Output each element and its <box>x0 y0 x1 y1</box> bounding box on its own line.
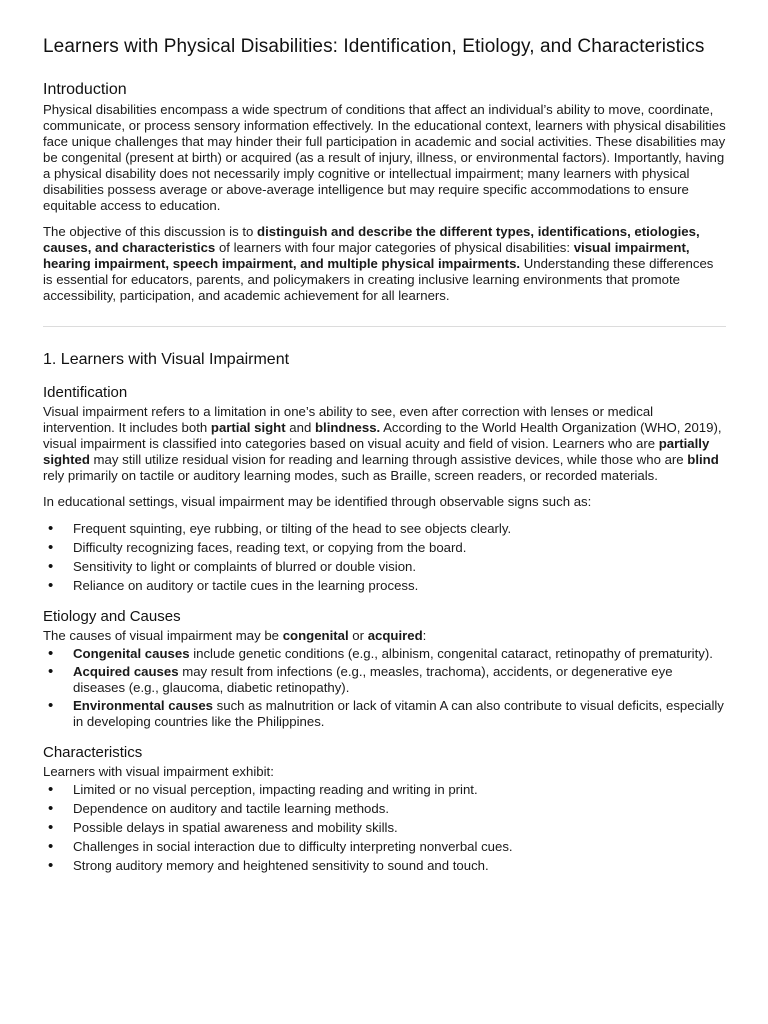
list-item: • Possible delays in spatial awareness and mobility skills. <box>43 820 726 836</box>
list-item: • Sensitivity to light or complaints of blurred or double vision. <box>43 559 726 575</box>
characteristics-heading: Characteristics <box>43 744 143 761</box>
section-1-heading: 1. Learners with Visual Impairment <box>43 351 290 368</box>
introduction-heading: Introduction <box>43 81 127 98</box>
list-item: • Acquired causes may result from infections (e.g., measles, trachoma), accidents, or degenerative eye diseases (e.g., glaucoma, diabetic retinopathy). <box>43 664 726 696</box>
list-item: • Environmental causes such as malnutrition or lack of vitamin A can also contribute to visual deficits, especially in developing countries like the Philippines. <box>43 698 726 730</box>
identification-heading: Identification <box>43 384 128 401</box>
list-item: • Strong auditory memory and heightened sensitivity to sound and touch. <box>43 858 726 874</box>
section-divider <box>43 326 726 327</box>
signs-list <box>43 521 726 594</box>
identification-paragraph-2: In educational settings, visual impairment may be identified through observable signs such as: <box>43 494 592 509</box>
list-item: • Congenital causes include genetic conditions (e.g., albinism, congenital cataract, retinopathy of prematurity). <box>43 646 726 662</box>
list-item: • Dependence on auditory and tactile learning methods. <box>43 801 726 817</box>
list-item: • Frequent squinting, eye rubbing, or tilting of the head to see objects clearly. <box>43 521 726 537</box>
list-item: • Difficulty recognizing faces, reading text, or copying from the board. <box>43 540 726 556</box>
etiology-intro: The causes of visual impairment may be congenital or acquired: <box>43 628 427 643</box>
identification-paragraph-1: Visual impairment refers to a limitation in one’s ability to see, even after correction with lenses or medical intervention. It includes both partial sight and blindness. According to the World Health Organization (WHO, 2019), visual impairment is classified into categories based on visual acuity and field of vision. Learners who are partially sighted may still utilize residual vision for reading and learning through assistive devices, while those who are blind rely primarily on tactile or auditory learning modes, such as Braille, screen readers, or recorded materials. <box>43 404 722 483</box>
etiology-heading: Etiology and Causes <box>43 608 181 625</box>
introduction-paragraph-2: The objective of this discussion is to distinguish and describe the different types, identifications, etiologies, causes, and characteristics of learners with four major categories of physical disabilities: visual impairment, hearing impairment, speech impairment, and multiple physical impairments. Understanding these differences is essential for educators, parents, and policymakers in creating inclusive learning environments that promote accessibility, participation, and academic achievement for all learners. <box>43 224 714 303</box>
characteristics-intro: Learners with visual impairment exhibit: <box>43 764 274 779</box>
etiology-list <box>43 646 726 730</box>
characteristics-list <box>43 782 726 874</box>
introduction-paragraph-1: Physical disabilities encompass a wide spectrum of conditions that affect an individual’s ability to move, coordinate, communicate, or process sensory information effectively. In the educational context, learners with physical disabilities face unique challenges that may hinder their full participation in academic and social activities. These disabilities may be congenital (present at birth) or acquired (as a result of injury, illness, or environmental factors). Importantly, having a physical disability does not necessarily imply cognitive or intellectual impairment; many learners with physical disabilities possess average or above-average intelligence but may require specific accommodations to ensure equitable access to education. <box>43 102 726 213</box>
list-item: • Limited or no visual perception, impacting reading and writing in print. <box>43 782 726 798</box>
document-title: Learners with Physical Disabilities: Identification, Etiology, and Characteristics <box>43 36 705 57</box>
list-item: • Reliance on auditory or tactile cues in the learning process. <box>43 578 726 594</box>
list-item: • Challenges in social interaction due to difficulty interpreting nonverbal cues. <box>43 839 726 855</box>
